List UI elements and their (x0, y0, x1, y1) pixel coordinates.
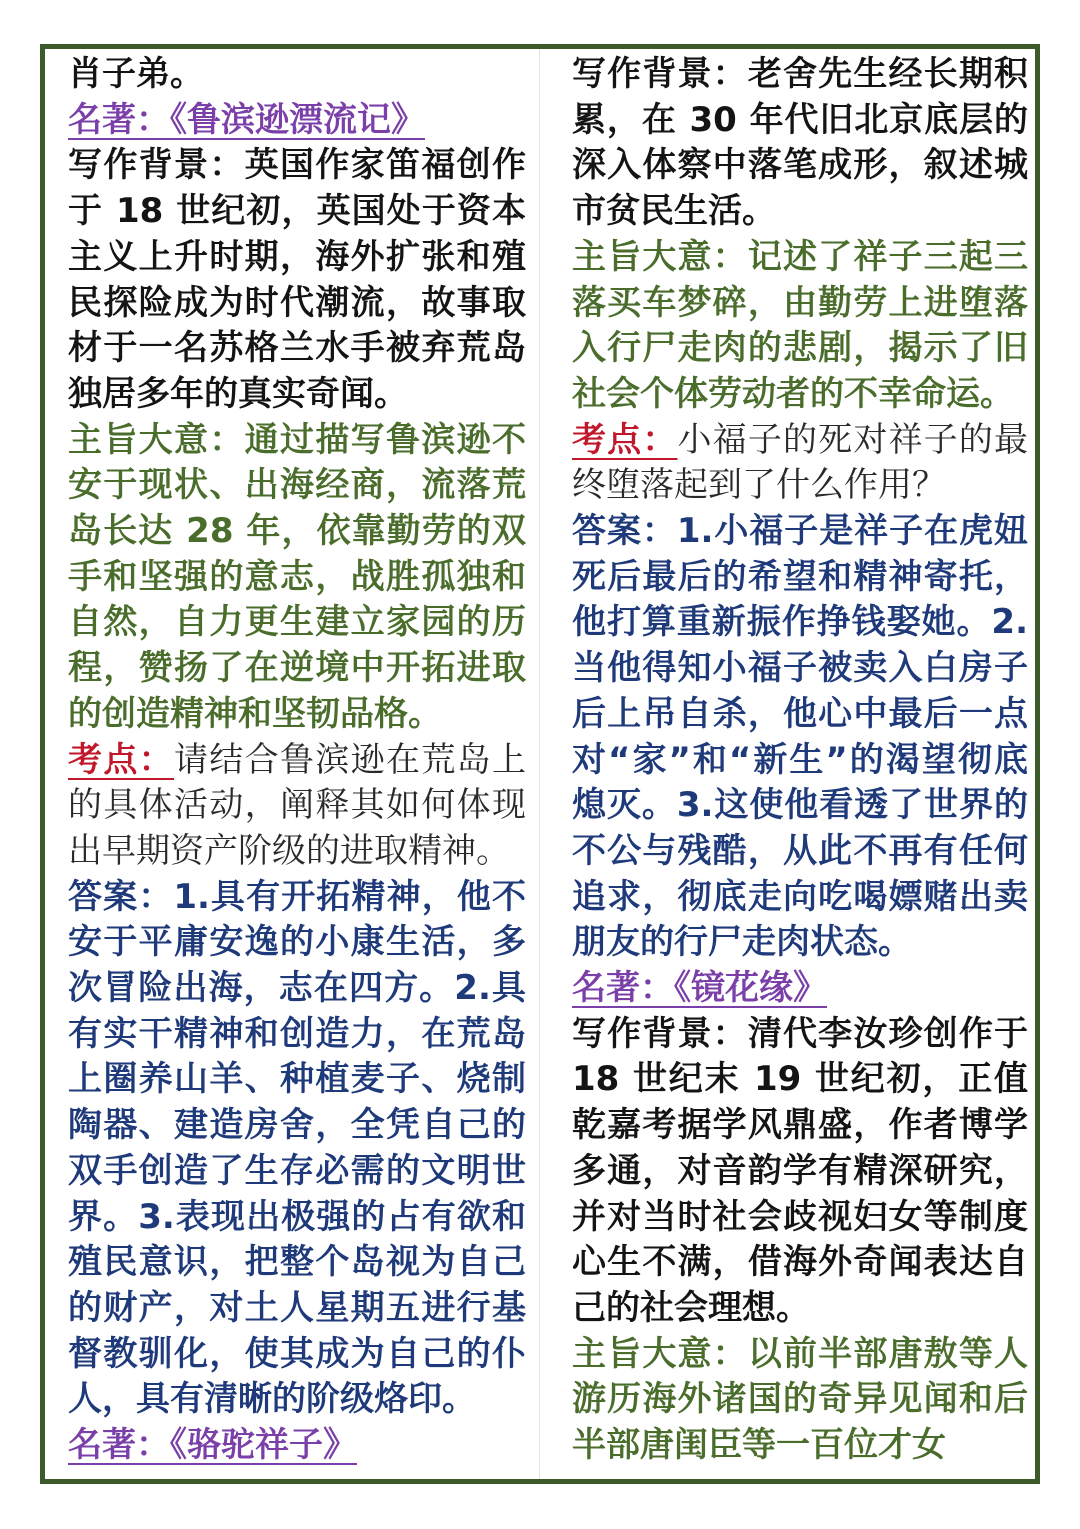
jinghua-background: 写作背景：清代李汝珍创作于 18 世纪末 19 世纪初，正值乾嘉考据学风鼎盛，作者博学多通，对音韵学有精深研究，并对当时社会歧视妇女等制度心生不满，借海外奇闻表达自己的社会理想。 (572, 1013, 1028, 1328)
camel-answer: 答案：1.小福子是祥子在虎妞死后最后的希望和精神寄托，他打算重新振作挣钱娶她。2.当他得知小福子被卖入白房子后上吊自杀，他心中最后一点对“家”和“新生”的渴望彻底熄灭。3.这使他看透了世界的不公与残酷，从此不再有任何追求，彻底走向吃喝嫖赌出卖朋友的行尸走肉状态。 (572, 511, 1028, 963)
robinson-title: 名著：《鲁滨逊漂流记》 (68, 99, 425, 140)
kaodian-label: 考点： (572, 419, 678, 460)
kaodian-label: 考点： (68, 739, 174, 780)
robinson-theme: 主旨大意：通过描写鲁滨逊不安于现状、出海经商，流落荒岛长达 28 年，依靠勤劳的双手和坚强的意志，战胜孤独和自然，自力更生建立家园的历程，赞扬了在逆境中开拓进取的创造精神和坚韧品格。 (68, 419, 526, 734)
jinghua-section-title (572, 966, 1028, 1012)
kaodian-question: 小福子的死对祥子的最终堕落起到了什么作用？ (572, 419, 1028, 506)
kaodian-question: 请结合鲁滨逊在荒岛上的具体活动，阐释其如何体现出早期资产阶级的进取精神。 (68, 739, 526, 871)
camel-background: 写作背景：老舍先生经长期积累，在 30 年代旧北京底层的深入体察中落笔成形，叙述城市贫民生活。 (572, 54, 1028, 232)
column-divider (539, 49, 540, 1479)
continued-text: 肖子弟。 (68, 54, 204, 94)
camel-section-title (68, 1423, 526, 1469)
right-column (572, 52, 1028, 1469)
robinson-answer: 答案：1.具有开拓精神，他不安于平庸安逸的小康生活，多次冒险出海，志在四方。2.具有实干精神和创造力，在荒岛上圈养山羊、种植麦子、烧制陶器、建造房舍，全凭自己的双手创造了生存必需的文明世界。3.表现出极强的占有欲和殖民意识，把整个岛视为自己的财产，对土人星期五进行基督教驯化，使其成为自己的仆人，具有清晰的阶级烙印。 (68, 876, 526, 1420)
jinghua-theme: 主旨大意：以前半部唐敖等人游历海外诸国的奇异见闻和后半部唐闺臣等一百位才女 (572, 1333, 1028, 1466)
camel-kaodian (572, 418, 1028, 509)
jinghua-title: 名著：《镜花缘》 (572, 968, 827, 1009)
camel-title: 名著：《骆驼祥子》 (68, 1425, 357, 1466)
robinson-section-title (68, 98, 526, 144)
camel-theme: 主旨大意：记述了祥子三起三落买车梦碎，由勤劳上进堕落入行尸走肉的悲剧，揭示了旧社会个体劳动者的不幸命运。 (572, 236, 1028, 414)
robinson-kaodian (68, 738, 526, 875)
left-column (68, 52, 526, 1469)
robinson-background: 写作背景：英国作家笛福创作于 18 世纪初，英国处于资本主义上升时期，海外扩张和殖民探险成为时代潮流，故事取材于一名苏格兰水手被弃荒岛独居多年的真实奇闻。 (68, 145, 526, 414)
